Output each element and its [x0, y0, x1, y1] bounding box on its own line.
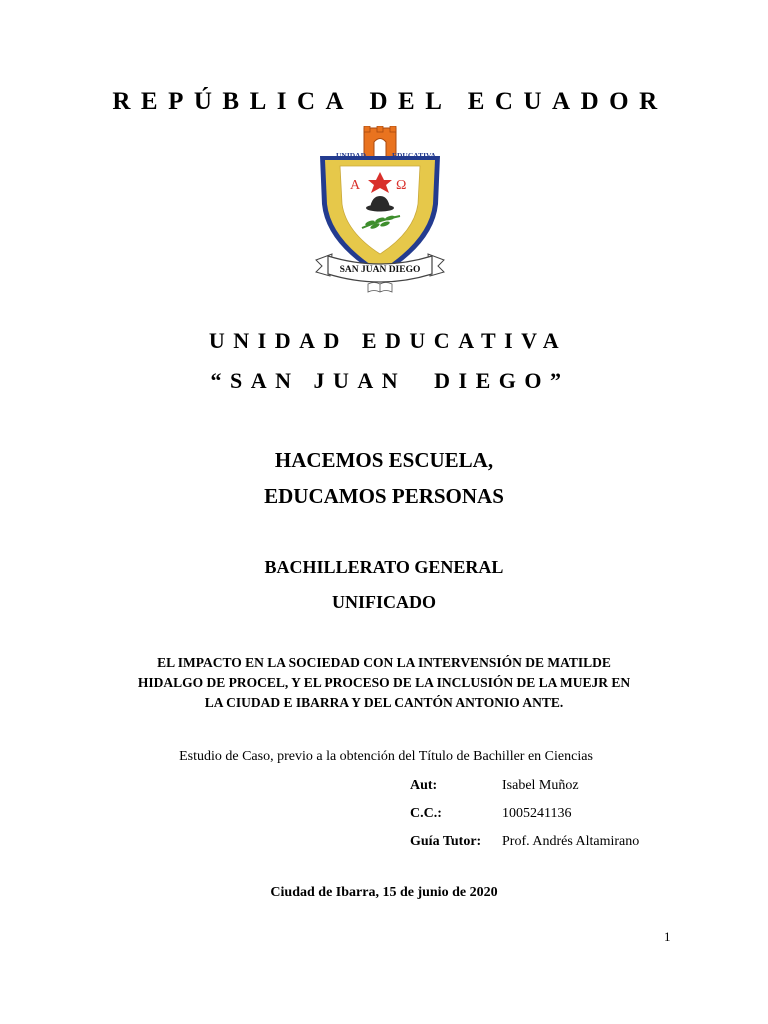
author-value: Isabel Muñoz — [502, 778, 579, 793]
study-note: Estudio de Caso, previo a la obtención del Título de Bachiller en Ciencias — [179, 749, 593, 764]
school-crest-logo — [312, 126, 448, 296]
tutor-value: Prof. Andrés Altamirano — [502, 834, 640, 849]
tutor-label: Guía Tutor: — [410, 834, 482, 849]
school-name-line-2: “SAN JUAN DIEGO” — [210, 368, 570, 393]
school-name-line-1: UNIDAD EDUCATIVA — [208, 328, 568, 353]
thesis-title-line-1: EL IMPACTO EN LA SOCIEDAD CON LA INTERVENSIÓN DE MATILDE — [157, 655, 611, 670]
crest-alpha: A — [350, 178, 361, 193]
crest-ribbon-text: SAN JUAN DIEGO — [339, 265, 421, 275]
author-label: Aut: — [410, 778, 438, 793]
thesis-title-line-2: HIDALGO DE PROCEL, Y EL PROCESO DE LA INCLUSIÓN DE LA MUEJR EN — [137, 675, 631, 690]
thesis-title-line-3: LA CIUDAD E IBARRA Y DEL CANTÓN ANTONIO ANTE. — [204, 695, 564, 710]
crest-text-left: UNIDAD — [336, 151, 366, 160]
id-label: C.C.: — [410, 806, 442, 821]
crest-text-right: EDUCATIVA — [392, 151, 436, 160]
motto-line-2: EDUCAMOS PERSONAS — [264, 484, 504, 508]
thesis-title — [84, 653, 684, 713]
id-value: 1005241136 — [502, 806, 572, 821]
country-heading: REPÚBLICA DEL ECUADOR — [112, 88, 668, 115]
motto-line-1: HACEMOS ESCUELA, — [274, 448, 494, 472]
crest-book-icon — [368, 283, 392, 293]
page-number: 1 — [664, 929, 671, 944]
place-and-date: Ciudad de Ibarra, 15 de junio de 2020 — [270, 885, 498, 900]
crest-omega: Ω — [396, 178, 407, 193]
program-line-1: BACHILLERATO GENERAL — [264, 557, 504, 577]
program-line-2: UNIFICADO — [331, 592, 436, 612]
